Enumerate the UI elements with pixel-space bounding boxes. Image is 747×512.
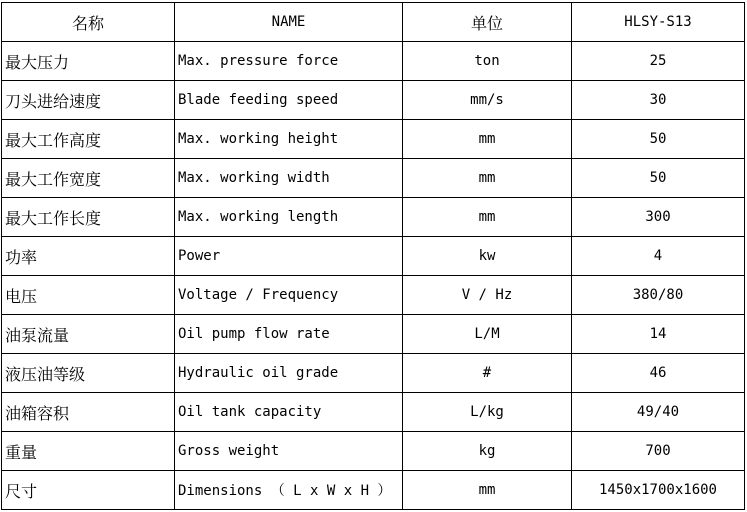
table-body: [2, 42, 745, 510]
cell-value: 30: [572, 81, 745, 120]
cell-name-cn: 功率: [2, 237, 175, 276]
cell-unit: kw: [403, 237, 572, 276]
table-row: [2, 42, 745, 81]
cell-unit: mm: [403, 471, 572, 510]
cell-value: 25: [572, 42, 745, 81]
cell-name-cn: 最大工作高度: [2, 120, 175, 159]
cell-name-en: Blade feeding speed: [175, 81, 403, 120]
cell-value: 49/40: [572, 393, 745, 432]
table-row: [2, 393, 745, 432]
cell-unit: L/kg: [403, 393, 572, 432]
table-row: [2, 237, 745, 276]
cell-value: 4: [572, 237, 745, 276]
cell-name-en: Max. working width: [175, 159, 403, 198]
cell-unit: mm: [403, 159, 572, 198]
cell-unit: L/M: [403, 315, 572, 354]
cell-unit: ton: [403, 42, 572, 81]
table-row: [2, 315, 745, 354]
cell-name-cn: 电压: [2, 276, 175, 315]
cell-unit: mm: [403, 120, 572, 159]
cell-name-cn: 最大压力: [2, 42, 175, 81]
cell-name-en: Dimensions （ L x W x H ）: [175, 471, 403, 510]
cell-name-en: Hydraulic oil grade: [175, 354, 403, 393]
cell-name-cn: 油泵流量: [2, 315, 175, 354]
specification-table: [1, 2, 745, 510]
cell-unit: kg: [403, 432, 572, 471]
cell-name-en: Gross weight: [175, 432, 403, 471]
cell-name-cn: 尺寸: [2, 471, 175, 510]
cell-name-en: Max. working length: [175, 198, 403, 237]
cell-value: 14: [572, 315, 745, 354]
header-name-en: NAME: [175, 3, 403, 42]
cell-value: 50: [572, 120, 745, 159]
cell-name-cn: 最大工作宽度: [2, 159, 175, 198]
cell-value: 700: [572, 432, 745, 471]
table-header-row: [2, 3, 745, 42]
cell-name-en: Voltage / Frequency: [175, 276, 403, 315]
cell-name-en: Oil pump flow rate: [175, 315, 403, 354]
cell-name-en: Power: [175, 237, 403, 276]
cell-value: 50: [572, 159, 745, 198]
cell-name-cn: 液压油等级: [2, 354, 175, 393]
table-row: [2, 120, 745, 159]
table-row: [2, 354, 745, 393]
table-row: [2, 159, 745, 198]
cell-unit: mm: [403, 198, 572, 237]
table-row: [2, 276, 745, 315]
cell-name-cn: 刀头进给速度: [2, 81, 175, 120]
cell-name-cn: 最大工作长度: [2, 198, 175, 237]
cell-value: 300: [572, 198, 745, 237]
table-row: [2, 471, 745, 510]
cell-unit: mm/s: [403, 81, 572, 120]
cell-name-en: Oil tank capacity: [175, 393, 403, 432]
table-row: [2, 81, 745, 120]
header-unit: 单位: [403, 3, 572, 42]
cell-name-en: Max. working height: [175, 120, 403, 159]
table-row: [2, 432, 745, 471]
header-model: HLSY-S13: [572, 3, 745, 42]
header-name-cn: 名称: [2, 3, 175, 42]
cell-name-en: Max. pressure force: [175, 42, 403, 81]
cell-value: 380/80: [572, 276, 745, 315]
cell-value: 1450x1700x1600: [572, 471, 745, 510]
table-row: [2, 198, 745, 237]
cell-name-cn: 重量: [2, 432, 175, 471]
cell-unit: V / Hz: [403, 276, 572, 315]
cell-value: 46: [572, 354, 745, 393]
cell-name-cn: 油箱容积: [2, 393, 175, 432]
cell-unit: #: [403, 354, 572, 393]
